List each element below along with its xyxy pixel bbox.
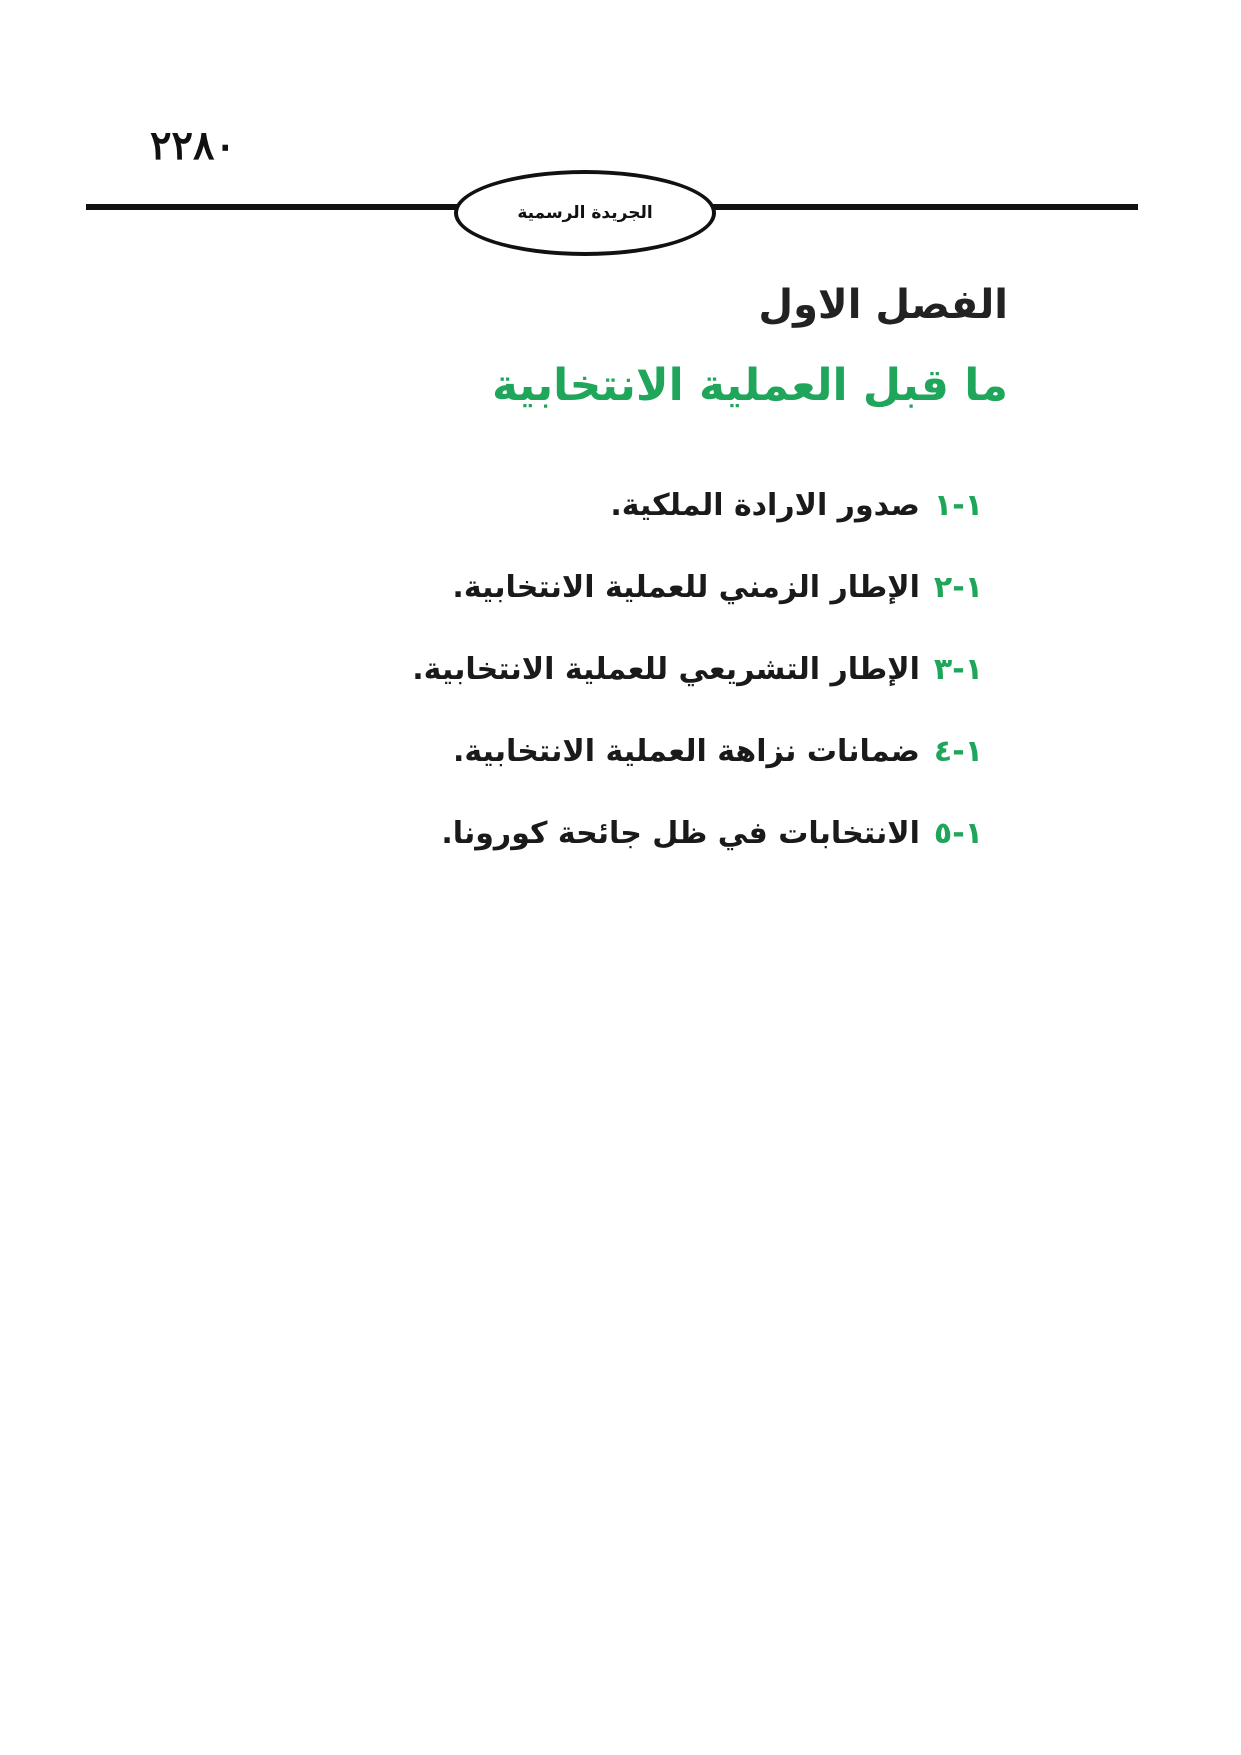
toc-item-text: ضمانات نزاهة العملية الانتخابية. [452, 734, 920, 769]
chapter-subtitle: ما قبل العملية الانتخابية [491, 360, 1008, 411]
toc-item [412, 734, 983, 816]
toc-item-text: الإطار الزمني للعملية الانتخابية. [452, 570, 920, 605]
toc-item [412, 570, 983, 652]
toc-item-number: ١-٤ [933, 734, 983, 769]
toc-item-number: ١-٣ [933, 652, 983, 687]
toc-item-text: الانتخابات في ظل جائحة كورونا. [441, 816, 920, 851]
table-of-contents [412, 488, 983, 898]
publication-badge [454, 170, 716, 256]
chapter-title: الفصل الاول [758, 282, 1008, 328]
toc-item [412, 652, 983, 734]
toc-item [412, 488, 983, 570]
publication-name: الجريدة الرسمية [517, 203, 653, 223]
toc-item-text: الإطار التشريعي للعملية الانتخابية. [412, 652, 920, 687]
toc-item-number: ١-٥ [933, 816, 983, 851]
toc-item-text: صدور الارادة الملكية. [610, 488, 920, 523]
toc-item [412, 816, 983, 898]
toc-item-number: ١-٢ [933, 570, 983, 605]
page-number: ٢٢٨٠ [150, 122, 236, 169]
toc-item-number: ١-١ [933, 488, 983, 523]
